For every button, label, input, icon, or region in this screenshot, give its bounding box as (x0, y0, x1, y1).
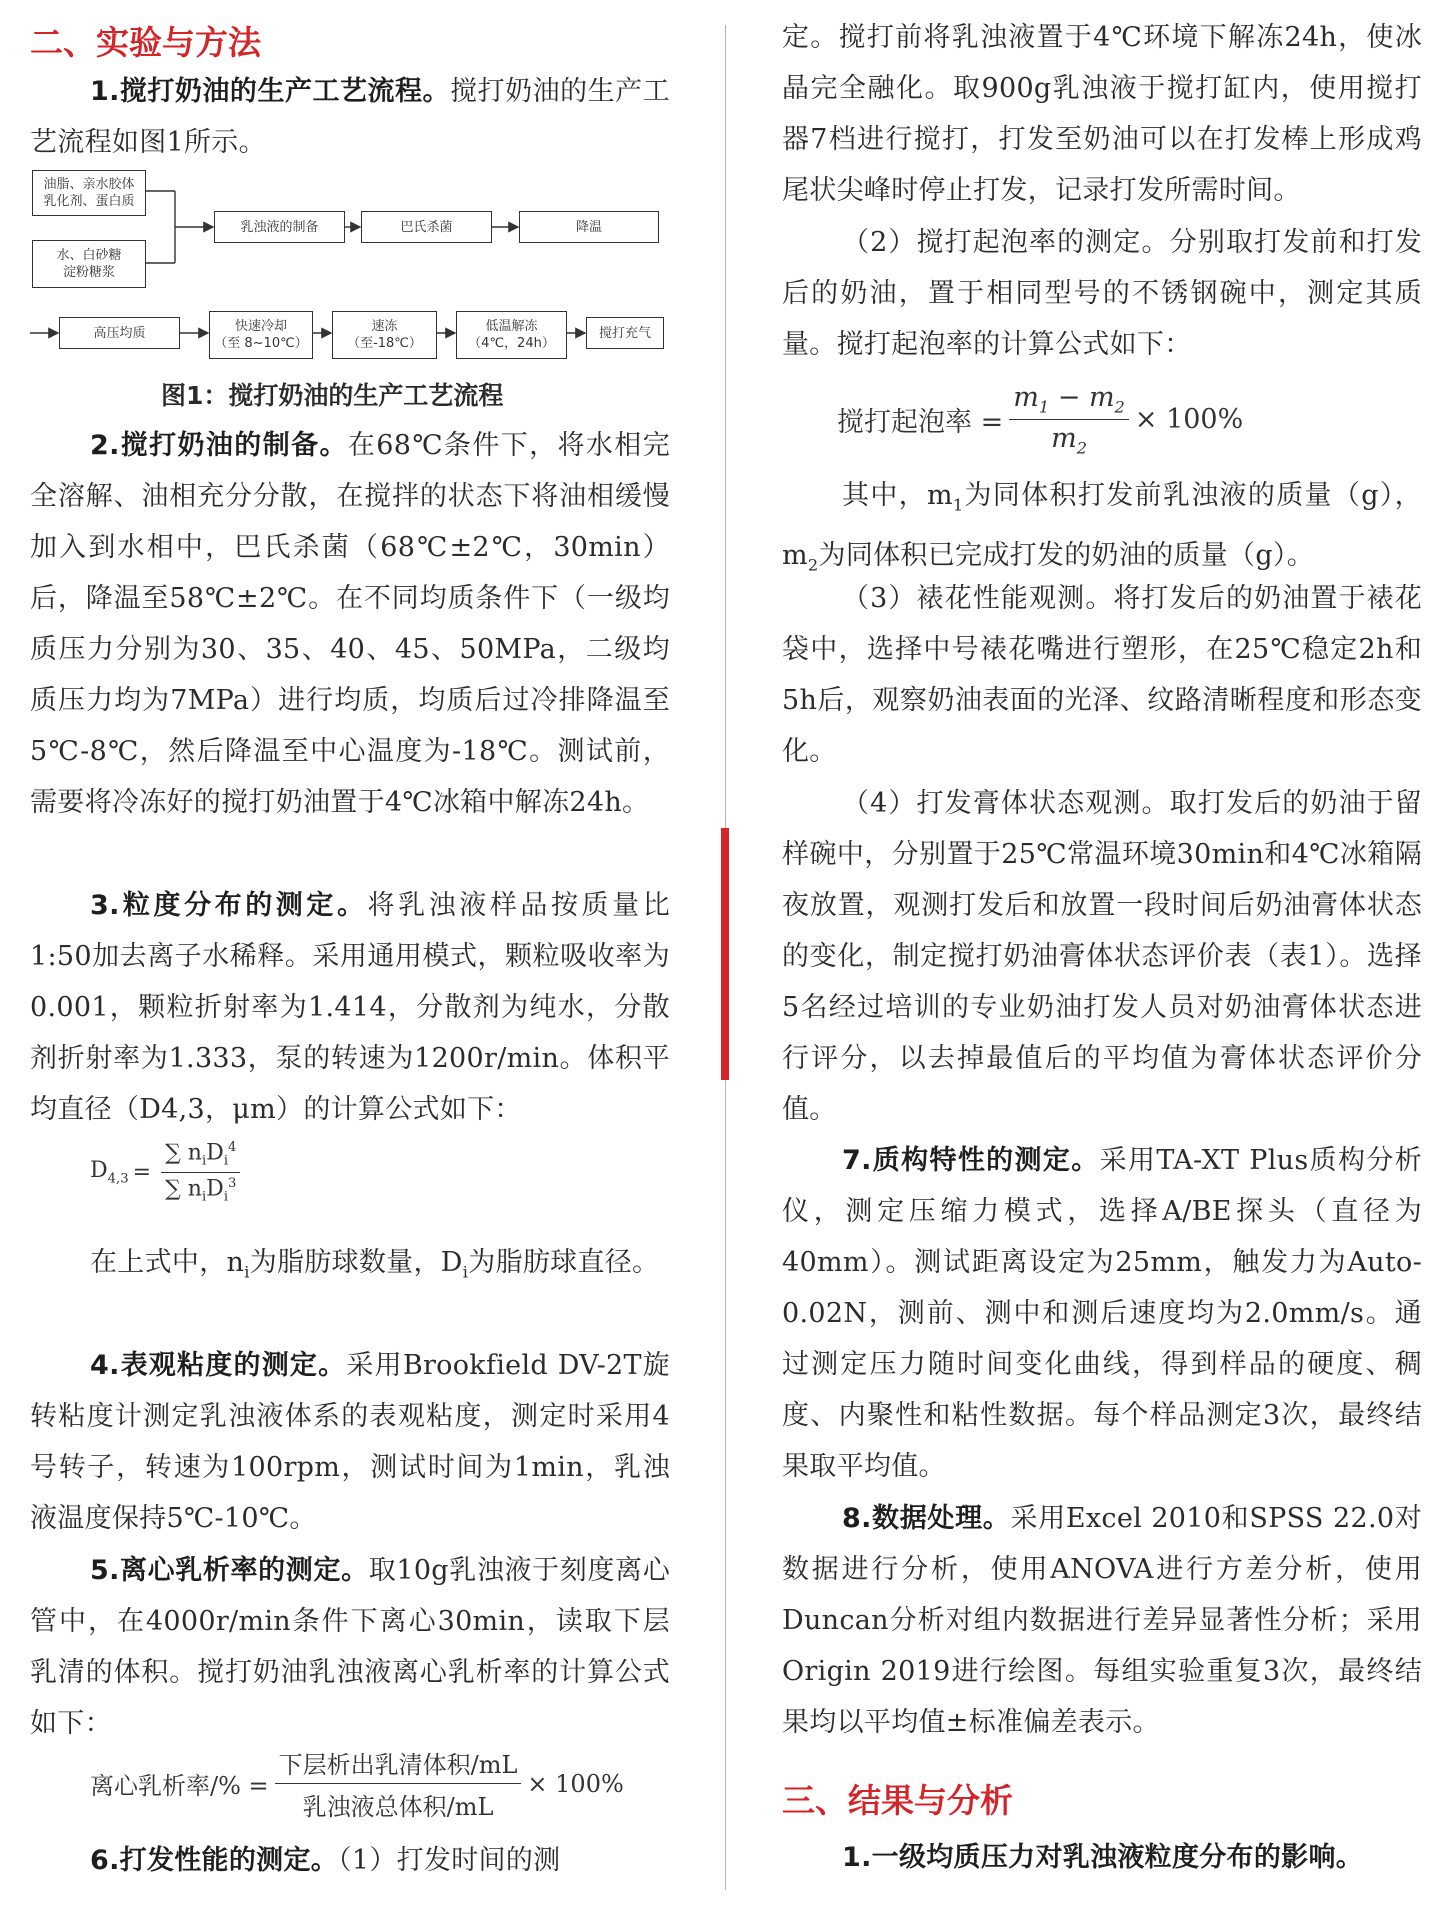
s7-title: 7.质构特性的测定。 (842, 1145, 1100, 1176)
section-heading-methods: 二、实验与方法 (30, 23, 261, 62)
r1-title: 1.一级均质压力对乳浊液粒度分布的影响。 (842, 1842, 1364, 1873)
s6-title: 6.打发性能的测定。 (90, 1845, 339, 1876)
process-flowchart (30, 165, 670, 365)
paragraph-s3 (30, 880, 670, 1135)
s6-text: （1）打发时间的测 (338, 1845, 561, 1876)
s3-title: 3.粒度分布的测定。 (90, 890, 368, 921)
paragraph-s6-3: （3）裱花性能观测。将打发后的奶油置于裱花袋中，选择中号裱花嘴进行塑形，在25℃稳定2h和5h后，观察奶油表面的光泽、纹路清晰程度和形态变化。 (782, 583, 1422, 767)
s7-text: 采用TA-XT Plus质构分析仪，测定压缩力模式，选择A/BE探头（直径为40mm）。测试距离设定为25mm，触发力为Auto-0.02N，测前、测中和测后速度均为2.0mm/s。通过测定压力随时间变化曲线，得到样品的硬度、稠度、内聚性和粘性数据。每个样品测定3次，最终结果取平均值。 (782, 1145, 1423, 1482)
paragraph-r1 (782, 1832, 1422, 1883)
flow-input-water: 水、白砂糖 淀粉糖浆 (32, 240, 146, 288)
s5-title: 5.离心乳析率的测定。 (90, 1555, 369, 1586)
s3-text: 将乳浊液样品按质量比1:50加去离子水稀释。采用通用模式，颗粒吸收率为0.001，颗粒折射率为1.414，分散剂为纯水，分散剂折射率为1.333，泵的转速为1200r/min。体积平均直径（D4,3，μm）的计算公式如下： (30, 890, 671, 1125)
formula-d43-fraction: $\frac{\sum n_iD_i^4}{\sum n_iD_i^3}$ (161, 1140, 240, 1204)
s8-text: 采用Excel 2010和SPSS 22.0对数据进行分析，使用ANOVA进行方差分析，使用Duncan分析对组内数据进行差异显著性分析；采用Origin 2019进行绘图。每组实验重复3次，最终结果均以平均值±标准偏差表示。 (782, 1503, 1422, 1738)
flow-step-emulsion: 乳浊液的制备 (214, 211, 345, 243)
s8-title: 8.数据处理。 (842, 1503, 1011, 1534)
s1-text: 搅打奶油的生产工艺流程如图1所示。 (30, 76, 670, 158)
formula-d43-lhs: $D_{4,3}$ (90, 1158, 129, 1187)
paragraph-s7 (782, 1135, 1422, 1492)
paragraph-s5 (30, 1545, 670, 1749)
paragraph-s2 (30, 420, 670, 828)
section-heading-results: 三、结果与分析 (782, 1781, 1013, 1820)
figure-caption: 图1：搅打奶油的生产工艺流程 (161, 381, 504, 410)
paragraph-s8 (782, 1493, 1422, 1748)
paragraph-s4 (30, 1340, 670, 1544)
formula-foam-rate: 搅打起泡率 = $\frac{m_1 - m_2}{m_2}$ × 100% (837, 382, 1244, 458)
s4-title: 4.表观粘度的测定。 (90, 1350, 347, 1381)
red-accent-bar (721, 828, 729, 1080)
flow-step-freeze: 速冻 （至-18℃） (332, 311, 437, 359)
flow-step-homogenize: 高压均质 (59, 317, 180, 349)
flow-step-whip: 搅打充气 (586, 317, 664, 349)
paragraph-s6-2: （2）搅打起泡率的测定。分别取打发前和打发后的奶油，置于相同型号的不锈钢碗中，测定其质量。搅打起泡率的计算公式如下： (782, 227, 1422, 360)
s4-text: 采用Brookfield DV-2T旋转粘度计测定乳浊液体系的表观粘度，测定时采用4号转子，转速为100rpm，测试时间为1min，乳浊液温度保持5℃-10℃。 (30, 1350, 671, 1534)
flow-step-pasteurize: 巴氏杀菌 (361, 211, 492, 243)
formula-centrifuge: 离心乳析率/% = $\frac{\text{下层析出乳清体积/mL}}{\text{乳浊液总体积/mL}}$ × 100% (90, 1745, 624, 1822)
flow-step-quick-cool: 快速冷却 （至 8~10℃） (209, 311, 313, 359)
paragraph-s1 (30, 66, 670, 168)
paragraph-s3-after: 在上式中，$n_i$为脂肪球数量，$D_i$为脂肪球直径。 (90, 1247, 660, 1282)
flow-input-oils: 油脂、亲水胶体 乳化剂、蛋白质 (32, 170, 146, 216)
paragraph-s6 (30, 1835, 670, 1886)
s5-text: 取10g乳浊液于刻度离心管中，在4000r/min条件下离心30min，读取下层乳清的体积。搅打奶油乳浊液离心乳析率的计算公式如下： (30, 1555, 670, 1739)
formula-d43: $D_{4,3}$ = $\frac{\sum n_iD_i^4}{\sum n_iD_i^3}$ (90, 1140, 246, 1204)
flow-step-cooling: 降温 (519, 211, 659, 243)
s2-title: 2.搅打奶油的制备。 (90, 430, 348, 461)
paragraph-s6-4: （4）打发膏体状态观测。取打发后的奶油于留样碗中，分别置于25℃常温环境30min和4℃冰箱隔夜放置，观测打发后和放置一段时间后奶油膏体状态的变化，制定搅打奶油膏体状态评价表（表1）。选择5名经过培训的专业奶油打发人员对奶油膏体状态进行评分，以去掉最值后的平均值为膏体状态评价分值。 (782, 788, 1422, 1125)
flow-step-thaw: 低温解冻 （4℃，24h） (456, 311, 567, 359)
s1-title: 1.搅打奶油的生产工艺流程。 (90, 76, 451, 107)
s2-text: 在68℃条件下，将水相完全溶解、油相充分分散，在搅拌的状态下将油相缓慢加入到水相中，巴氏杀菌（68℃±2℃，30min）后，降温至58℃±2℃。在不同均质条件下（一级均质压力分别为30、35、40、45、50MPa，二级均质压力均为7MPa）进行均质，均质后过冷排降温至5℃-8℃，然后降温至中心温度为-18℃。测试前，需要将冷冻好的搅打奶油置于4℃冰箱中解冻24h。 (30, 430, 670, 818)
paragraph-s6-cont: 定。搅打前将乳浊液置于4℃环境下解冻24h，使冰晶完全融化。取900g乳浊液于搅打缸内，使用搅打器7档进行搅打，打发至奶油可以在打发棒上形成鸡尾状尖峰时停止打发，记录打发所需时间。 (782, 22, 1422, 206)
paragraph-s6-2-after: 其中，$m_1$为同体积打发前乳浊液的质量（g），$m_2$为同体积已完成打发的奶油的质量（g）。 (782, 480, 1422, 575)
